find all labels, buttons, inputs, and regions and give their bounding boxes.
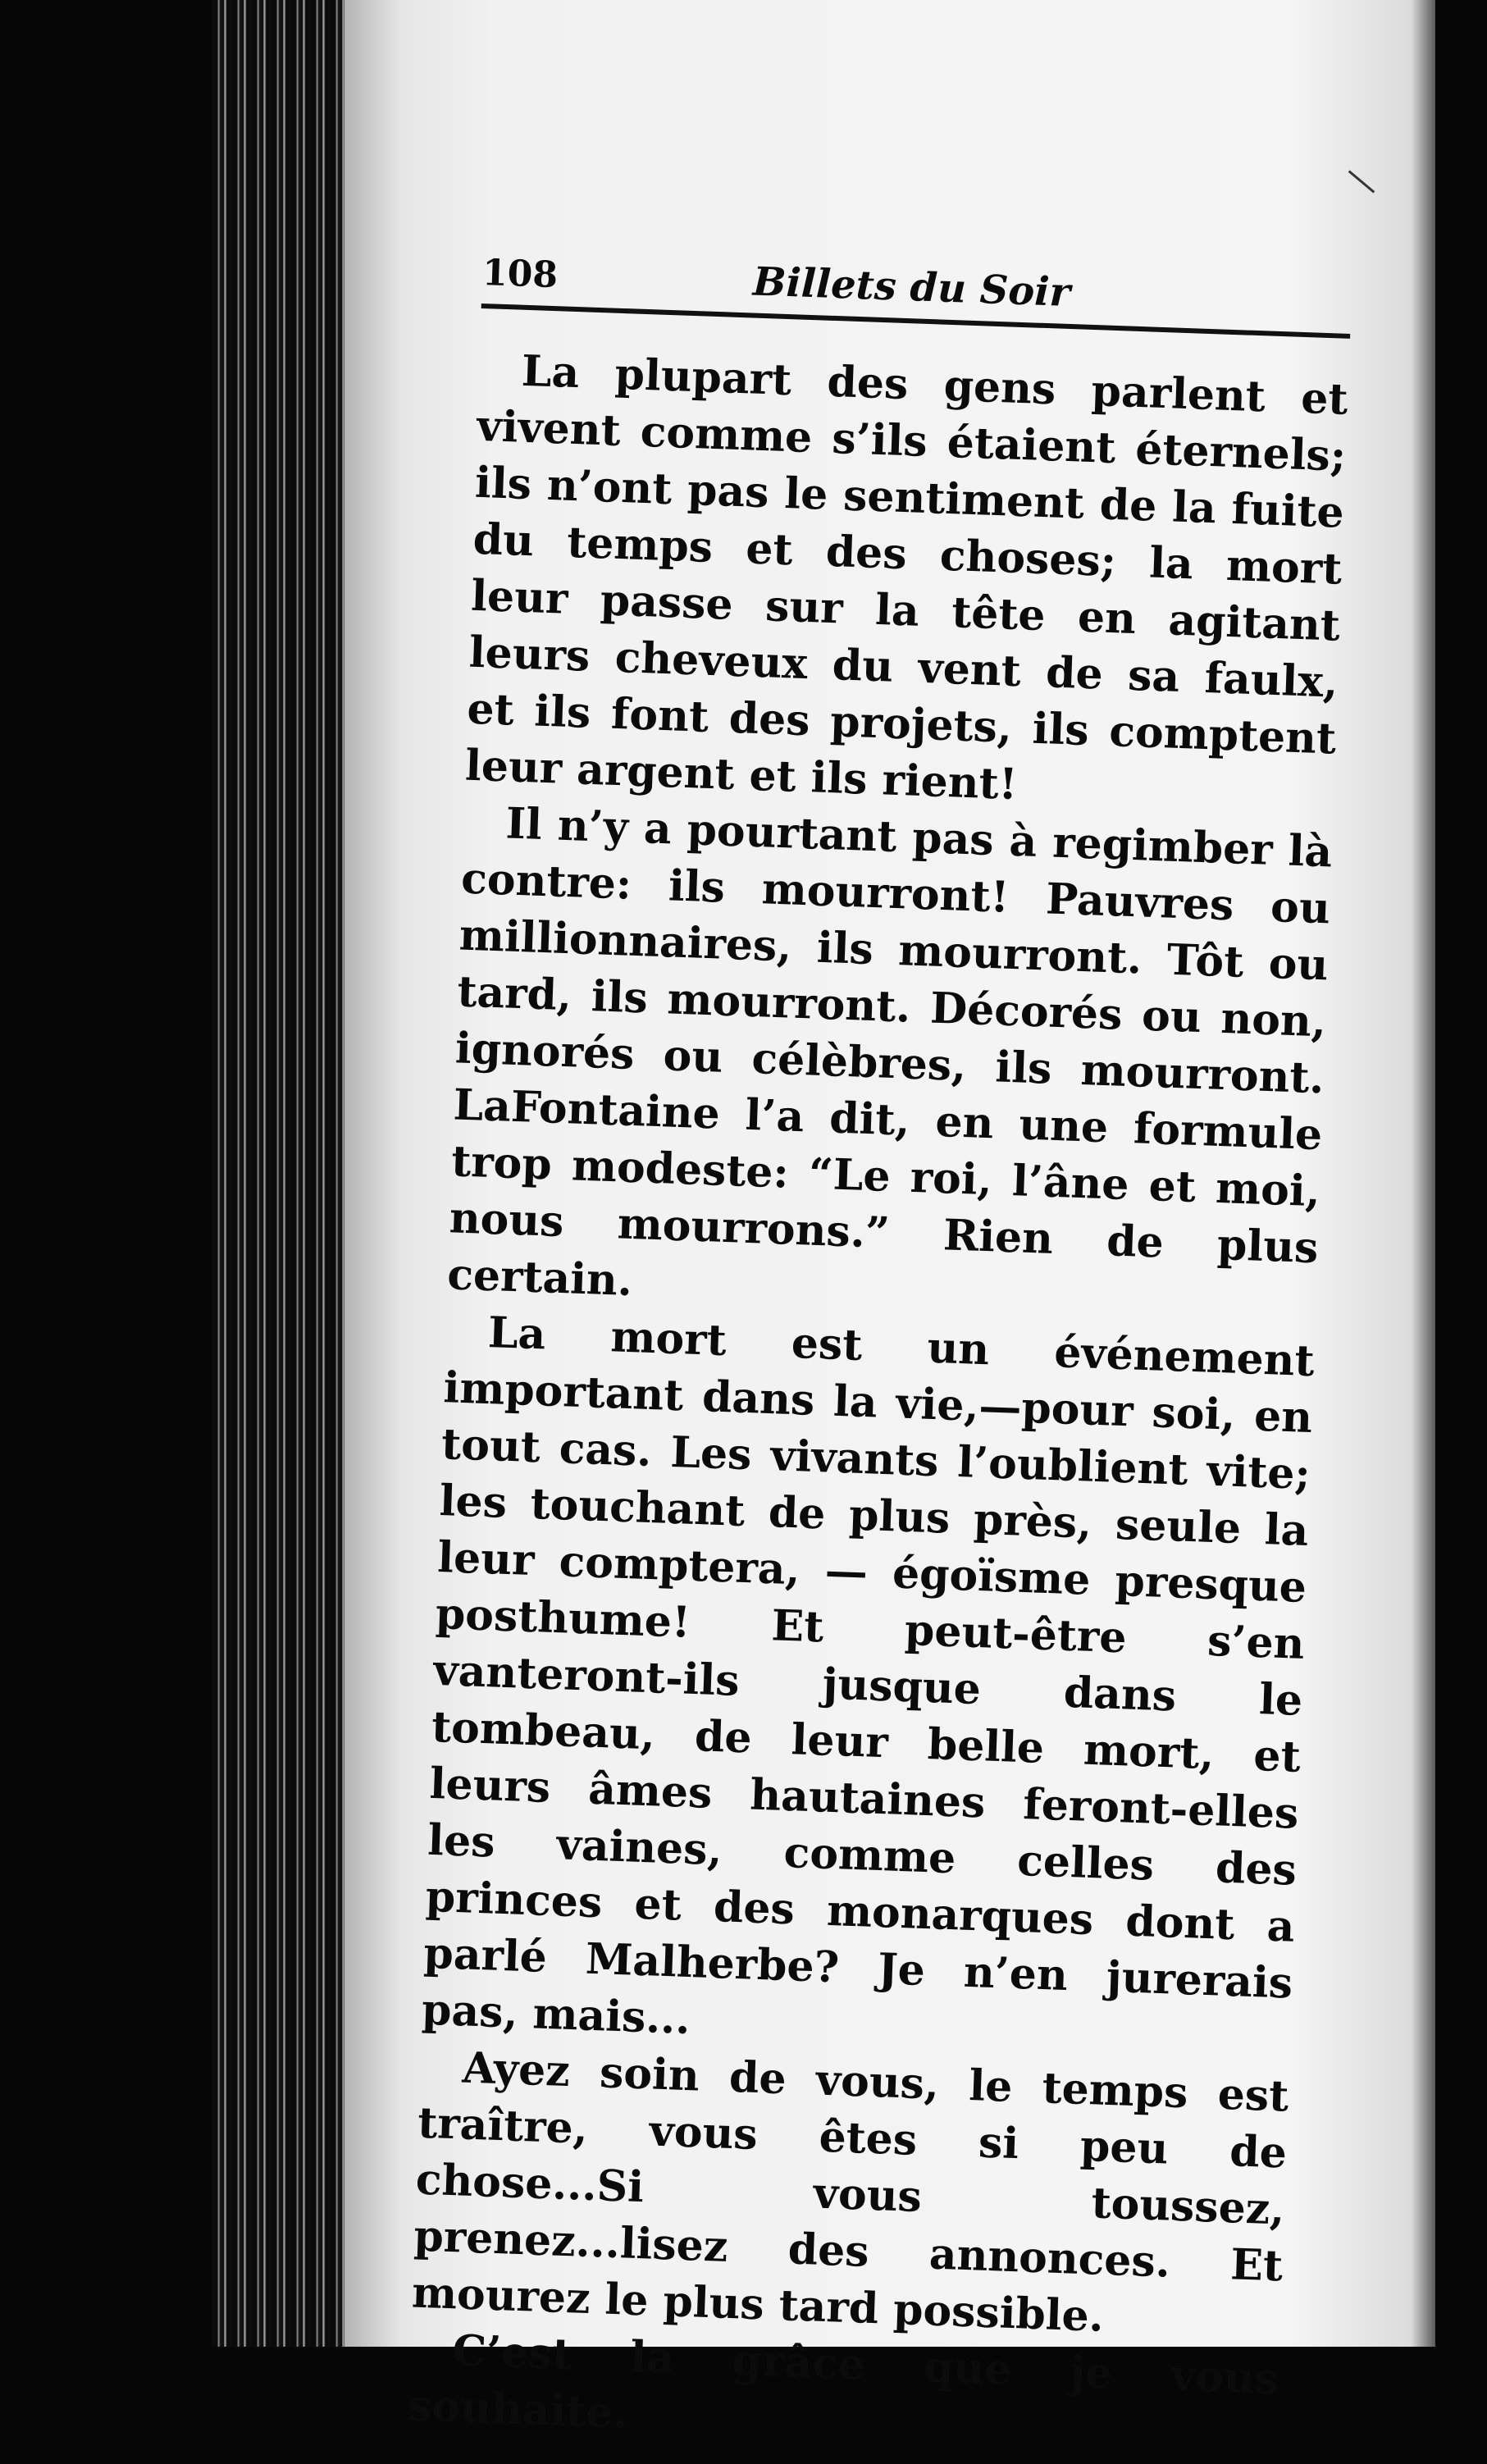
paragraph: C’est la grâce que je vous souhaite.	[407, 2325, 1280, 2439]
paragraph: La mort est un événement important dans la vie,—pour soi, en tout cas. Les vivants l’oublient vite; les touchant de plus près, seule la leur comptera, — égoïsme presque posthume! Et peut-être s’en vanteront-ils jusque dans le tombeau, de leur belle mort, et leurs âmes hautaines feront-elles les vaines, comme celles des princes et des monarques dont a parlé Malherbe? Je n’en jurerais pas, mais...	[421, 1307, 1316, 2045]
running-title: Billets du Soir	[752, 258, 1071, 316]
paragraph: Il n’y a pourtant pas à regimber là contre: ils mourront! Pauvres ou millionnaires, ils mourront. Tôt ou tard, ils mourront. Décorés ou non, ignorés ou célèbres, ils mourront. LaFontaine l’a dit, en une formule trop modeste: “Le roi, l’âne et moi, nous mourrons.” Rien de plus certain.	[446, 798, 1334, 1307]
page-edges	[212, 0, 351, 2347]
paragraph: Ayez soin de vous, le temps est traître, vous êtes si peu de chose...Si vous toussez, prenez...lisez des annonces. Et mourez le plus tard possible.	[411, 2042, 1290, 2342]
page-number: 108	[481, 251, 559, 297]
body-text	[407, 341, 1348, 2464]
paragraph: La plupart des gens parlent et vivent comme s’ils étaient éternels; ils n’ont pas le sentiment de la fuite du temps et des choses; la mort leur passe sur la tête en agitant leurs cheveux du vent de sa faulx, et ils font des projets, ils comptent leur argent et ils rient!	[464, 345, 1349, 810]
text-block	[407, 230, 1352, 2464]
